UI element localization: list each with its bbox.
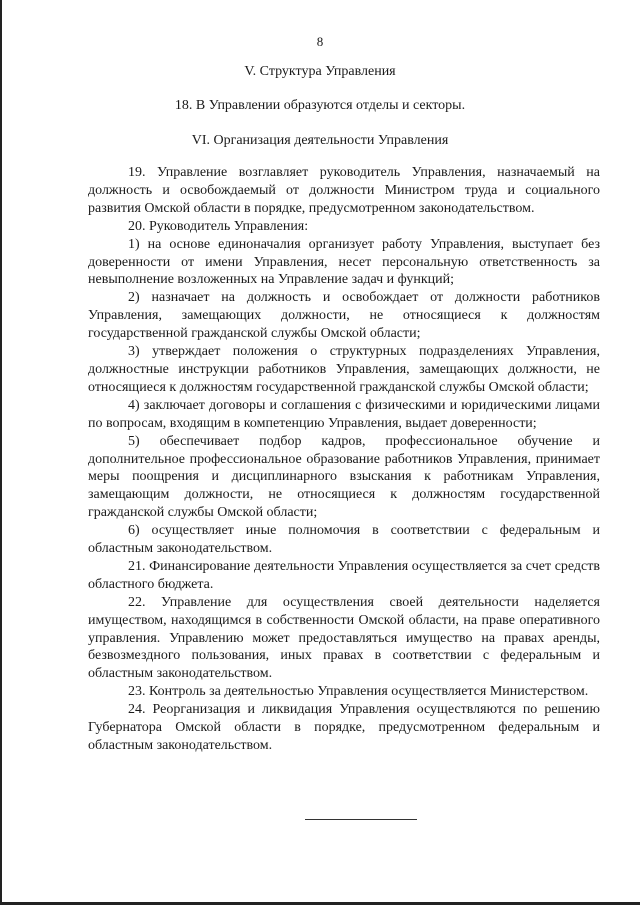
paragraph-19: 19. Управление возглавляет руководитель Управления, назначаемый на должность и освобождаемый от должности Министром труда и социального развития Омской области в порядке, предусмотренном законодательством. [88,165,600,216]
section-5-heading: V. Структура Управления [244,64,396,79]
paragraph-24: 24. Реорганизация и ликвидация Управления осуществляются по решению Губернатора Омской области в порядке, предусмотренном федеральным и областным законодательством. [88,702,600,753]
paragraph-21: 21. Финансирование деятельности Управления осуществляется за счет средств областного бюджета. [88,558,600,592]
list-item-3: 3) утверждает положения о структурных подразделениях Управления, должностные инструкции работников Управления, замещающих должности, не относящиеся к должностям государственной гражданской службы Омской области; [88,344,600,395]
paragraph-22: 22. Управление для осуществления своей деятельности наделяется имуществом, находящимся в собственности Омской области, на праве оперативного управления. Управлению может предоставляться имущество на правах аренды, безвозмездного пользования, иных правах в соответствии с федеральным и областным законодательством. [88,594,600,682]
end-of-document-rule [305,819,417,820]
list-item-5: 5) обеспечивает подбор кадров, профессиональное обучение и дополнительное профессиональное образование работников Управления, принимает меры поощрения и дисциплинарного взыскания к работникам Управления, замещающим должности, не относящиеся к должностям государственной гражданской службы Омской области; [88,433,600,521]
paragraph-23: 23. Контроль за деятельностью Управления осуществляется Министерством. [128,684,589,700]
paragraph-20: 20. Руководитель Управления: [128,218,309,234]
list-item-6: 6) осуществляет иные полномочия в соответствии с федеральным и областным законодательством. [88,523,600,557]
page-number: 8 [316,34,324,49]
list-item-2: 2) назначает на должность и освобождает от должности работников Управления, замещающих должности, не относящиеся к должностям государственной гражданской службы Омской области; [88,290,600,342]
list-item-1: 1) на основе единоначалия организует работу Управления, выступает без доверенности от имени Управления, несет персональную ответственность за невыполнение возложенных на Управление задач и функций; [88,236,600,288]
document-body [88,164,600,755]
list-item-4: 4) заключает договоры и соглашения с физическими и юридическими лицами по вопросам, входящим в компетенцию Управления, выдает доверенности; [88,397,600,431]
section-6-heading: VI. Организация деятельности Управления [191,133,449,148]
paragraph-18: 18. В Управлении образуются отделы и секторы. [174,98,466,113]
